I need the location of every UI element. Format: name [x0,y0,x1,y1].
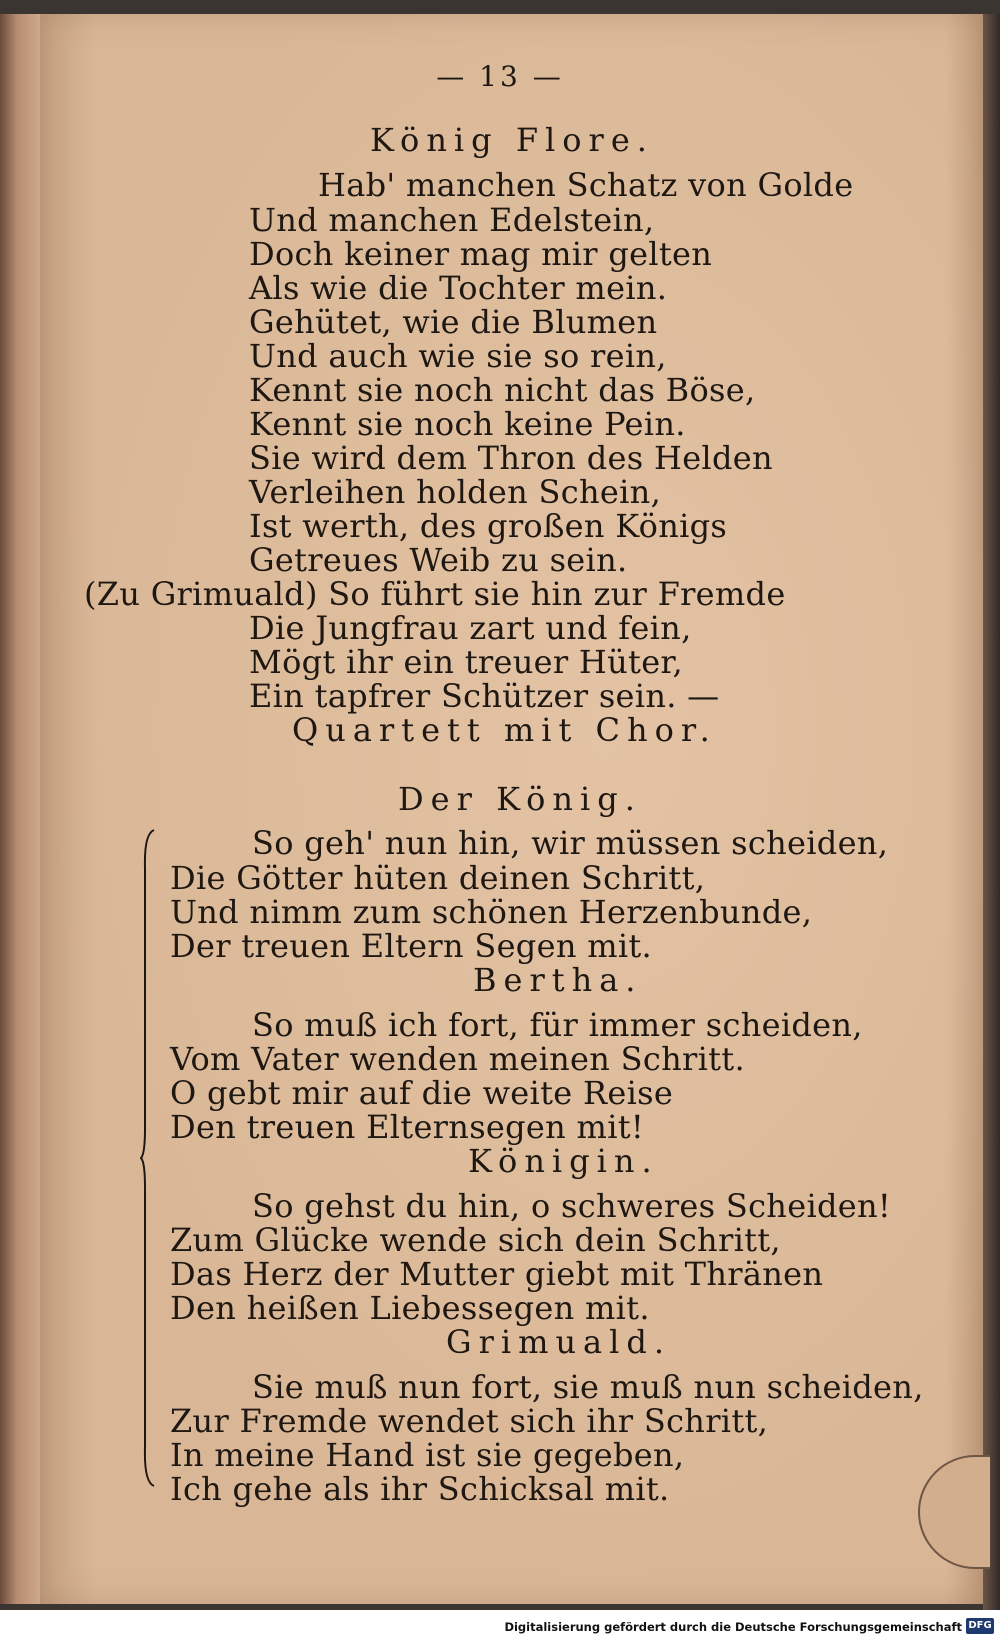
verse-line: Und manchen Edelstein, [249,201,655,239]
stage-direction: Quartett mit Chor. [292,711,717,749]
verse-line: So muß ich fort, für immer scheiden, [252,1006,863,1044]
verse-line: Zur Fremde wendet sich ihr Schritt, [170,1402,769,1440]
verse-line: (Zu Grimuald) So führt sie hin zur Fremde [84,575,786,613]
left-page-edge [0,14,43,1604]
speaker-heading: Bertha. [473,961,643,999]
speaker-heading: Königin. [468,1142,659,1180]
verse-line: Vom Vater wenden meinen Schritt. [170,1040,745,1078]
verse-line: Ist werth, des großen Königs [249,507,728,545]
verse-line: Doch keiner mag mir gelten [249,235,713,273]
verse-line: So gehst du hin, o schweres Scheiden! [252,1187,892,1225]
ensemble-brace [140,828,156,1488]
verse-line: So geh' nun hin, wir müssen scheiden, [252,824,889,862]
verse-line: Das Herz der Mutter giebt mit Thränen [170,1255,824,1293]
verse-line: Hab' manchen Schatz von Golde [318,166,854,204]
verse-line: Zum Glücke wende sich dein Schritt, [170,1221,781,1259]
verse-line: O gebt mir auf die weite Reise [170,1074,674,1112]
verse-line: Getreues Weib zu sein. [249,541,628,579]
verse-line: Der treuen Eltern Segen mit. [170,927,653,965]
speaker-heading: Grimuald. [446,1323,672,1361]
verse-line: Ein tapfrer Schützer sein. — [249,677,720,715]
verse-line: Sie wird dem Thron des Helden [249,439,773,477]
verse-line: In meine Hand ist sie gegeben, [170,1436,685,1474]
verse-line: Kennt sie noch keine Pein. [249,405,686,443]
verse-line: Kennt sie noch nicht das Böse, [249,371,756,409]
page-edge-shadow [983,14,1000,1610]
speaker-heading: König Flore. [370,121,654,159]
verse-line: Verleihen holden Schein, [249,473,662,511]
verse-line: Mögt ihr ein treuer Hüter, [249,643,683,681]
footer-credit: Digitalisierung gefördert durch die Deutsche Forschungsgemeinschaft [504,1620,962,1634]
verse-line: Den heißen Liebessegen mit. [170,1289,650,1327]
dfg-logo: DFG [966,1618,994,1634]
page-number: — 13 — [436,60,564,93]
verse-line: Ich gehe als ihr Schicksal mit. [170,1470,670,1508]
verse-line: Den treuen Elternsegen mit! [170,1108,645,1146]
verse-line: Sie muß nun fort, sie muß nun scheiden, [252,1368,924,1406]
speaker-heading: Der König. [398,780,642,818]
verse-line: Die Jungfrau zart und fein, [249,609,692,647]
verse-line: Und auch wie sie so rein, [249,337,667,375]
verse-line: Die Götter hüten deinen Schritt, [170,859,706,897]
verse-line: Als wie die Tochter mein. [249,269,668,307]
verse-line: Gehütet, wie die Blumen [249,303,658,341]
verse-line: Und nimm zum schönen Herzenbunde, [170,893,813,931]
